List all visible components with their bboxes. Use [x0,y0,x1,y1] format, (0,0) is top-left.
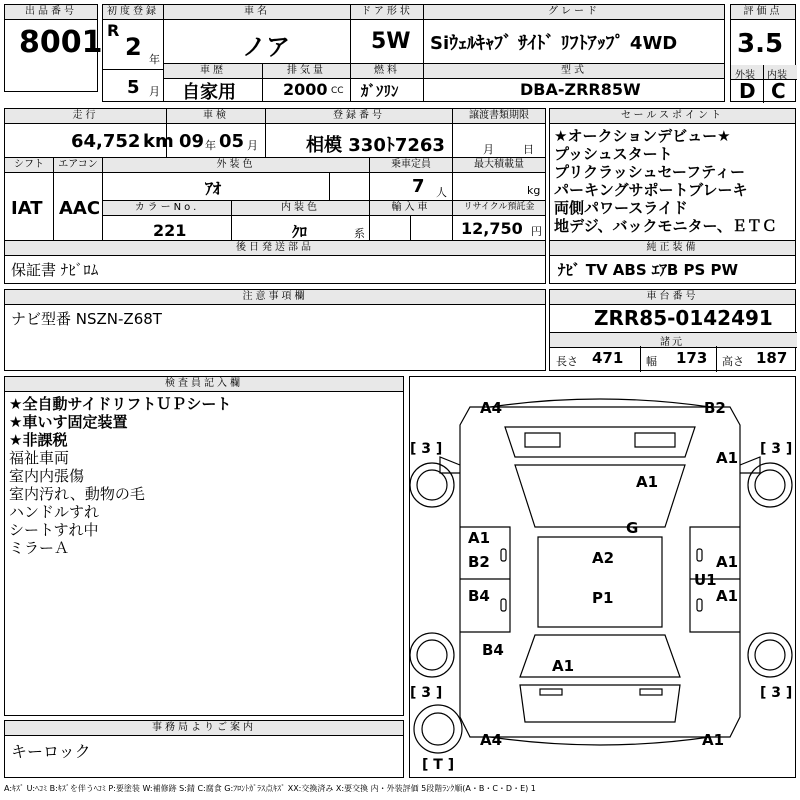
inspector-item: ★非課税 [9,431,68,449]
tire-mark: [ 3 ] [760,685,793,701]
car-name-box [163,4,351,64]
mileage-label: 走行 [5,109,166,124]
office-value: キーロック [11,742,91,761]
load-label: 最大積載量 [453,158,545,173]
disp-box [262,63,351,102]
office-label: 事務局よりご案内 [5,721,403,736]
model: DBA-ZRR85W [520,80,641,99]
damage-mark: B4 [482,641,504,659]
fuel-label: 燃料 [351,64,423,79]
damage-mark: A1 [552,657,575,675]
grade-box [423,4,725,64]
inspector-item: 福祉車両 [9,449,70,467]
spec-label: 諸元 [660,337,684,348]
sales-item: 両側パワースライド [554,199,688,217]
damage-mark: G [626,519,639,537]
color-no-label: カラーNo. [103,201,231,216]
recycle: 12,750 [461,219,523,238]
fuel-box [350,63,424,102]
inspect-month-unit: 月 [247,139,258,152]
int-color-label: 内装色 [232,201,369,216]
damage-mark: A1 [716,587,739,605]
inspect-year-unit: 年 [205,139,216,152]
width-label: 幅 [646,355,657,368]
inspector-label: 検査員記入欄 [5,377,403,392]
lot-label: 出品番号 [5,5,97,20]
ship-label: 後日発送部品 [5,241,545,256]
transfer-month-unit: 月 [483,143,494,156]
color-no: 221 [153,221,187,240]
disp: 2000 [283,80,328,99]
month-unit: 月 [149,85,160,98]
history-label: 車歴 [164,64,262,79]
ship-value: 保証書 ﾅﾋﾞﾛﾑ [11,261,99,279]
inspector-item: 室内内張傷 [9,467,85,485]
damage-mark: B2 [468,553,490,571]
sales-list [554,127,777,235]
capacity-unit: 人 [436,186,447,199]
door-box [350,4,424,64]
damage-mark: B2 [704,399,726,417]
damage-mark: A1 [716,553,739,571]
color: ｱｵ [205,179,222,198]
damage-mark: A1 [716,449,739,467]
tire-mark: [ T ] [422,757,455,773]
year-num: 2 [125,33,142,61]
inspect-year: 09 [179,131,205,152]
first-reg-label: 初度登録 [103,5,163,20]
chassis-value: ZRR85-0142491 [594,306,773,330]
width: 173 [676,349,708,367]
int-color-unit: 系 [354,227,365,240]
sales-label: セールスポイント [550,109,795,124]
ext-grade: D [739,79,756,103]
import-box [369,200,453,241]
inspector-box [4,376,404,716]
history-box [163,63,263,102]
load-unit: kg [527,184,541,197]
mileage-box [4,108,174,158]
door-label: ドア形状 [351,5,423,20]
damage-mark: A1 [702,731,725,749]
chassis-box [549,289,796,371]
capacity-label: 乗車定員 [370,158,452,173]
sales-item: パーキングサポートブレーキ [554,181,748,199]
recycle-label: リサイクル預託金 [453,201,545,216]
damage-mark: A1 [468,529,491,547]
disp-label: 排気量 [263,64,350,79]
length-label: 長さ [556,355,578,368]
mileage: 64,752 [71,131,141,152]
history: 自家用 [182,82,236,103]
sales-item: プリクラッシュセーフティー [554,163,745,181]
car-diagram [409,376,796,778]
capacity-box [369,157,453,201]
equip-label: 純正装備 [550,241,795,256]
grade-label: グレード [424,5,724,20]
lot-box [4,4,103,92]
inspector-list [9,395,231,557]
ship-box [4,240,546,284]
inspect-label: 車検 [167,109,265,124]
month-num: 5 [127,77,140,98]
transfer-day-unit: 日 [523,143,534,156]
color-no-box [102,200,232,241]
ext-label: 外装 [735,70,755,81]
score: 3.5 [737,29,784,59]
score-label: 評価点 [731,5,795,20]
damage-mark: A2 [592,549,615,567]
tire-mark: [ 3 ] [410,685,443,701]
damage-mark: U1 [694,571,717,589]
damage-mark: A1 [636,473,659,491]
sales-box [549,108,796,241]
transfer-label: 譲渡書類期限 [453,109,545,124]
notes-label: 注意事項欄 [5,290,545,305]
lot-number: 8001 [19,25,103,60]
sales-item: ★オークションデビュー★ [554,127,731,145]
first-reg-box [102,4,164,102]
sales-item: プッシュスタート [554,145,673,163]
car-name-label: 車名 [164,5,350,20]
mileage-unit: km [143,131,174,152]
damage-mark: A4 [480,399,503,417]
recycle-box [452,200,546,241]
damage-mark: B4 [468,587,490,605]
car-name: ノア [242,33,290,61]
equip-box [549,240,796,284]
car-outline-svg [410,377,795,777]
notes-value: ナビ型番 NSZN-Z68T [11,310,162,328]
legend: A:ｷｽﾞ U:ﾍｺﾐ B:ｷｽﾞを伴うﾍｺﾐ P:要塗装 W:補修跡 S:錆 C:腐食 G:ﾌﾛﾝﾄｶﾞﾗｽ点ｷｽﾞ XX:交換済み X:要交換 内・外装評価 5段階ﾗﾝｸ順(A・B・C・D・E) 1 [4,784,536,793]
int-color: ｸﾛ [292,223,308,241]
grade: Siｳｪﾙｷｬﾌﾞ ｻｲﾄﾞ ﾘﾌﾄｱｯﾌﾟ 4WD [430,33,678,54]
import-label: 輸入車 [370,201,452,216]
capacity: 7 [412,176,425,197]
notes-box [4,289,546,371]
score-box [730,4,796,102]
inspector-item: シートすれ中 [9,521,99,539]
door: 5W [371,29,411,54]
fuel: ｶﾞｿﾘﾝ [361,82,399,100]
inspector-item: 室内汚れ、動物の毛 [9,485,145,503]
inspector-item: ハンドルすれ [9,503,100,521]
length: 471 [592,349,624,367]
tire-mark: [ 3 ] [410,441,443,457]
ac: AAC [59,198,101,219]
chassis-label: 車台番号 [550,290,795,305]
int-label: 内装 [767,70,787,81]
shift-label: シフト [5,158,53,173]
ac-box [53,157,103,241]
model-label: 型式 [424,64,724,79]
office-box [4,720,404,778]
tire-mark: [ 3 ] [760,441,793,457]
height-label: 高さ [722,355,744,368]
inspect-month: 05 [219,131,245,152]
plate-label: 登録番号 [266,109,452,124]
damage-mark: A4 [480,731,503,749]
inspector-item: ★全自動サイドリフトＵＰシート [9,395,232,413]
shift-box [4,157,54,241]
inspector-item: ミラーＡ [9,539,70,557]
load-box [452,157,546,201]
int-color-box [231,200,370,241]
inspector-item: ★車いす固定装置 [9,413,128,431]
sales-item: 地デジ、バックモニター、ＥＴＣ [554,217,777,235]
plate: 相模 330ﾄ7263 [306,135,445,156]
disp-unit: CC [331,86,344,96]
equip-value: ﾅﾋﾞ TV ABS ｴｱB PS PW [558,261,739,279]
year-unit: 年 [149,53,160,66]
model-box [423,63,725,102]
recycle-unit: 円 [531,225,542,238]
int-grade: C [771,79,786,103]
plate-box [265,108,453,158]
transfer-box [452,108,546,158]
color-box [102,157,370,201]
ac-label: エアコン [54,158,102,173]
shift: IAT [11,198,43,219]
era: R [107,21,120,40]
height: 187 [756,349,788,367]
spare-tire [414,705,462,753]
color-label: 外装色 [103,158,369,173]
inspect-box [166,108,266,158]
damage-mark: P1 [592,589,614,607]
